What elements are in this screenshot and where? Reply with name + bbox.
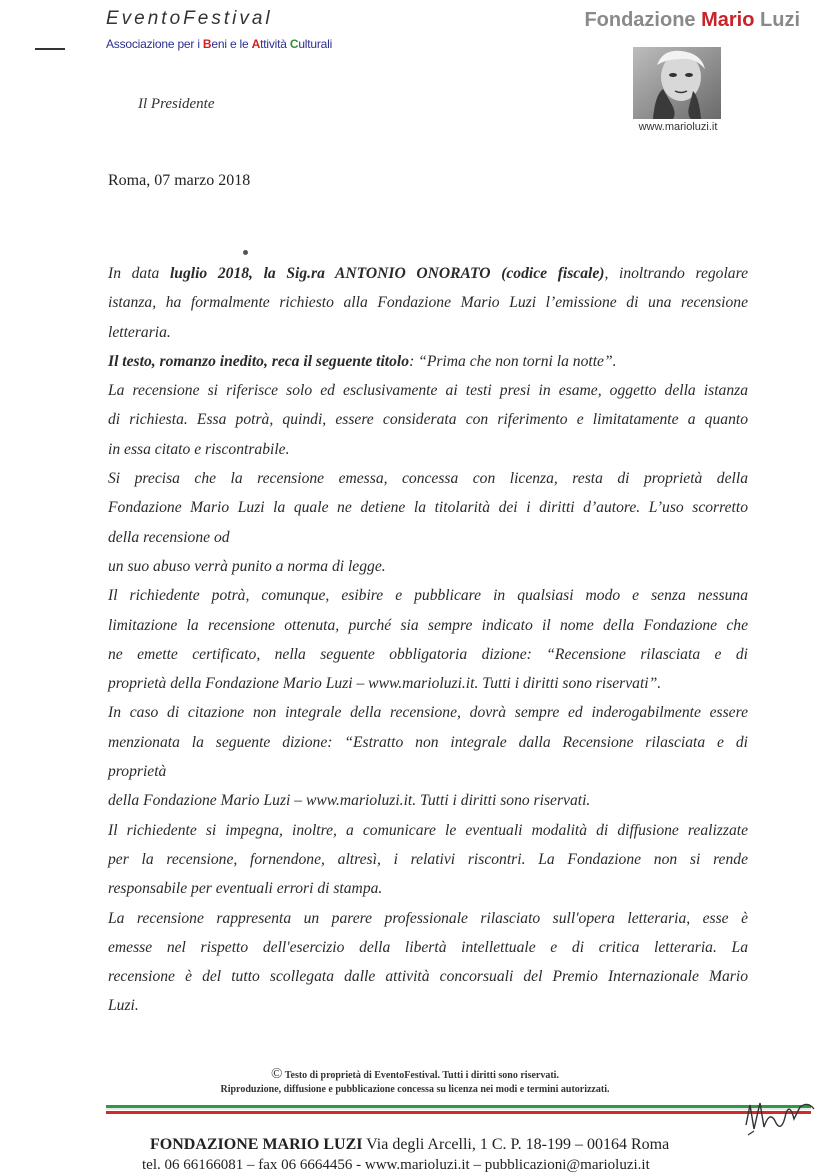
- body-line: emesse nel rispetto dell'esercizio della libertà intellettuale e di critica letteraria. La: [108, 938, 748, 956]
- body-line: un suo abuso verrà punito a norma di legge.: [108, 557, 386, 575]
- body-line: [108, 259, 748, 288]
- letter-body: [108, 259, 748, 1021]
- text-run-bold: Il testo, romanzo inedito, reca il seguente titolo: [108, 352, 410, 370]
- body-line: della recensione od: [108, 528, 230, 546]
- pen-mark: [35, 48, 65, 50]
- copyright-text: Testo di proprietà di EventoFestival. Tutti i diritti sono riservati.: [282, 1070, 559, 1081]
- foundation-prefix: Fondazione: [584, 9, 702, 31]
- footer-name: FONDAZIONE MARIO LUZI: [150, 1136, 363, 1153]
- flag-stripe-red: [106, 1111, 811, 1114]
- body-line: menzionata la seguente dizione: “Estratto non integrale dalla Recensione rilasciata e di: [108, 733, 748, 751]
- portrait-photo: [633, 47, 721, 119]
- brand-sub-initial: A: [251, 37, 261, 51]
- copyright-line: [170, 1067, 660, 1083]
- body-line: [108, 347, 748, 376]
- ink-dot: [243, 250, 248, 255]
- copyright-notice: [170, 1067, 660, 1097]
- body-line: in essa citato e riscontrabile.: [108, 440, 290, 458]
- body-line: recensione è del tutto scollegata dalle attività concorsuali del Premio Internazionale Mario: [108, 968, 748, 986]
- text-run-bold: luglio 2018,: [169, 265, 253, 282]
- text-run: , inoltrando regolare: [604, 265, 749, 282]
- footer-contacts: tel. 06 66166081 – fax 06 6664456 - www.marioluzi.it – pubblicazioni@marioluzi.it: [142, 1157, 650, 1173]
- text-run-bold: la Sig.ra: [252, 265, 335, 282]
- text-run: In data: [108, 265, 170, 282]
- brand-subtitle: [106, 37, 332, 51]
- president-label: Il Presidente: [138, 96, 215, 112]
- body-line: Fondazione Mario Luzi la quale ne detiene la titolarità dei i diritti d’autore. L’uso scorretto: [108, 499, 748, 517]
- body-line: limitazione la recensione ottenuta, purché sia sempre indicato il nome della Fondazione che: [108, 616, 748, 634]
- body-line: La recensione si riferisce solo ed esclusivamente ai testi presi in esame, oggetto della istanza: [108, 382, 748, 400]
- brand-sub-initial: C: [289, 37, 299, 51]
- foundation-suffix: Luzi: [754, 9, 800, 31]
- text-run-bold: ANTONIO ONORATO (codice fiscale): [334, 265, 605, 282]
- body-line: letteraria.: [108, 323, 171, 341]
- body-line: per la recensione, fornendone, altresì, i relativi riscontri. La Fondazione non si rende: [108, 850, 748, 868]
- handwritten-signature: [742, 1095, 818, 1141]
- date-line: Roma, 07 marzo 2018: [108, 172, 251, 189]
- body-line: istanza, ha formalmente richiesto alla Fondazione Mario Luzi l’emissione di una recensione: [108, 294, 748, 312]
- footer-address: [150, 1136, 669, 1154]
- body-line: della Fondazione Mario Luzi – www.marioluzi.it. Tutti i diritti sono riservati.: [108, 792, 591, 810]
- body-line: Si precisa che la recensione emessa, concessa con licenza, resta di proprietà della: [108, 470, 748, 488]
- brand-sub-part: ulturali: [298, 37, 333, 51]
- footer-street: Via degli Arcelli, 1 C. P. 18-199 – 00164 Roma: [362, 1136, 670, 1153]
- body-line: di richiesta. Essa potrà, quindi, essere considerata con riferimento e limitatamente a quanto: [108, 411, 748, 429]
- copyright-line: Riproduzione, diffusione e pubblicazione concessa su licenza nei modi e termini autorizzati.: [220, 1084, 610, 1095]
- body-line: responsabile per eventuali errori di stampa.: [108, 880, 383, 898]
- foundation-logo-title: [584, 9, 800, 32]
- copyright-icon: ©: [271, 1066, 283, 1082]
- text-run: : “Prima che non torni la notte”.: [409, 352, 617, 370]
- body-line: In caso di citazione non integrale della recensione, dovrà sempre ed inderogabilmente essere: [108, 704, 748, 722]
- website-url: www.marioluzi.it: [638, 121, 718, 133]
- body-line: proprietà della Fondazione Mario Luzi – www.marioluzi.it. Tutti i diritti sono riservati”.: [108, 675, 662, 693]
- brand-sub-part: ttività: [260, 37, 290, 51]
- body-line: Il richiedente potrà, comunque, esibire e pubblicare in qualsiasi modo e senza nessuna: [108, 587, 748, 605]
- brand-sub-part: Associazione per i: [106, 37, 203, 51]
- body-line: Luzi.: [108, 997, 139, 1015]
- brand-title: EventoFestival: [106, 8, 273, 29]
- foundation-highlight: Mario: [701, 9, 755, 31]
- body-line: ne emette certificato, nella seguente obbligatoria dizione: “Recensione rilasciata e di: [108, 645, 748, 663]
- flag-stripe-white: [106, 1108, 811, 1110]
- brand-sub-initial: B: [202, 37, 212, 51]
- body-line: La recensione rappresenta un parere professionale rilasciato sull'opera letteraria, esse è: [108, 909, 748, 927]
- brand-sub-part: eni e le: [211, 37, 252, 51]
- body-line: proprietà: [108, 763, 167, 781]
- body-line: Il richiedente si impegna, inoltre, a comunicare le eventuali modalità di diffusione realizzate: [108, 821, 748, 839]
